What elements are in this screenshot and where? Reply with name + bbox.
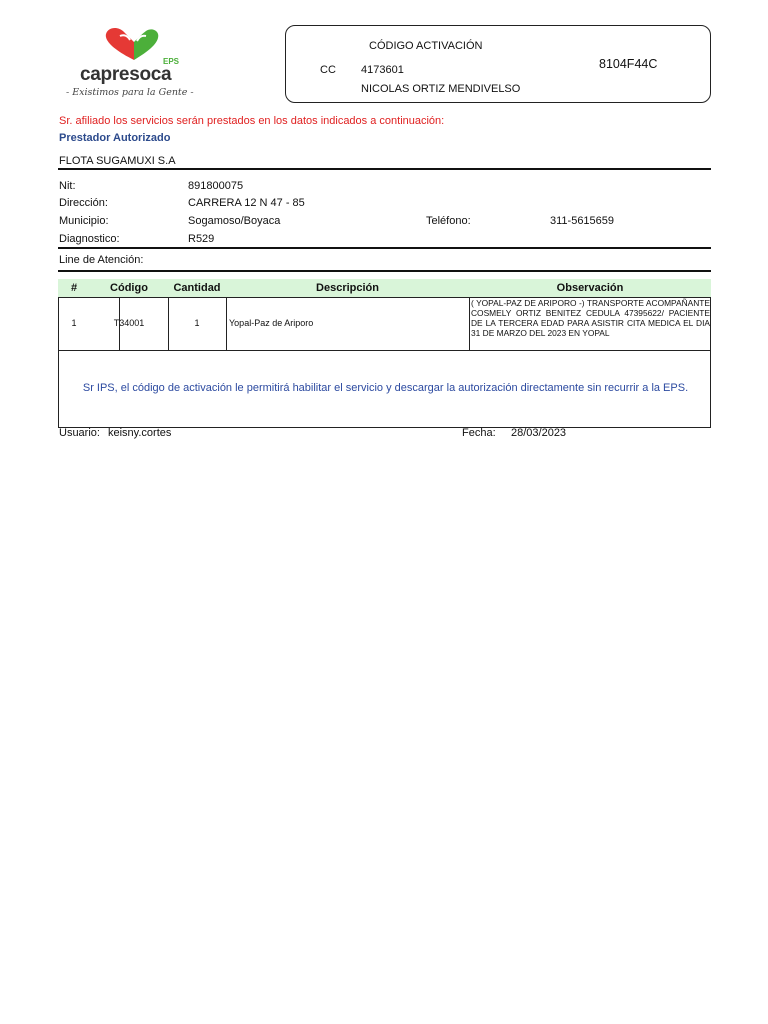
user-value: keisny.cortes [108,427,172,439]
divider [58,247,711,249]
municipio-value: Sogamoso/Boyaca [188,215,281,227]
divider [58,168,711,170]
header-observation: Observación [556,282,624,294]
table-header [58,279,711,297]
affiliate-notice: Sr. afiliado los servicios serán prestados en los datos indicados a continuación: [59,115,445,127]
municipio-label: Municipio: [59,215,109,227]
user-label: Usuario: [59,427,100,439]
diagnostico-label: Diagnostico: [59,233,120,245]
attention-line-label: Line de Atención: [59,254,144,266]
header-code: Código [110,282,148,294]
divider [58,270,711,272]
row-observation: ( YOPAL-PAZ DE ARIPORO -) TRANSPORTE ACOMPAÑANTE COSMELY ORTIZ BENITEZ CEDULA 47395622/ PACIENTE DE LA TERCERA EDAD PARA ASISTIR CITA MEDICA EL DIA 31 DE MARZO DEL 2023 EN YOPAL [471,298,710,338]
prestador-label: Prestador Autorizado [59,132,171,144]
activation-title: CÓDIGO ACTIVACIÓN [369,40,483,52]
address-label: Dirección: [59,197,108,209]
activation-box [285,25,711,103]
doc-type: CC [320,64,336,76]
date-label: Fecha: [462,427,496,439]
ips-message: Sr IPS, el código de activación le permitirá habilitar el servicio y descargar la autorización directamente sin recurrir a la EPS. [82,382,689,394]
activation-code: 8104F44C [599,57,658,71]
services-table [58,279,711,351]
logo-tagline: - Existimos para la Gente - [66,87,194,98]
row-qty: 1 [194,318,200,328]
doc-number: 4173601 [361,64,404,76]
nit-value: 891800075 [188,180,244,192]
phone-value: 311-5615659 [550,215,615,227]
header-qty: Cantidad [173,282,221,294]
cell-border [226,297,227,351]
logo-eps: EPS [163,57,180,66]
date-value: 28/03/2023 [511,427,567,439]
hands-heart-icon [100,26,170,62]
ips-message-box [58,351,711,428]
row-code: T34001 [113,318,145,328]
provider-name: FLOTA SUGAMUXI S.A [59,155,176,167]
header-description: Descripción [316,282,379,294]
row-num: 1 [71,318,77,328]
nit-label: Nit: [59,180,76,192]
patient-name: NICOLAS ORTIZ MENDIVELSO [361,83,521,95]
address-value: CARRERA 12 N 47 - 85 [188,197,305,209]
cell-border [710,297,711,351]
header-num: # [70,282,78,294]
cell-border [469,297,470,351]
row-description: Yopal-Paz de Ariporo [229,318,314,328]
capresoca-logo [58,26,208,102]
logo-brand: capresoca [80,64,172,85]
phone-label: Teléfono: [426,215,471,227]
diagnostico-value: R529 [188,233,215,245]
